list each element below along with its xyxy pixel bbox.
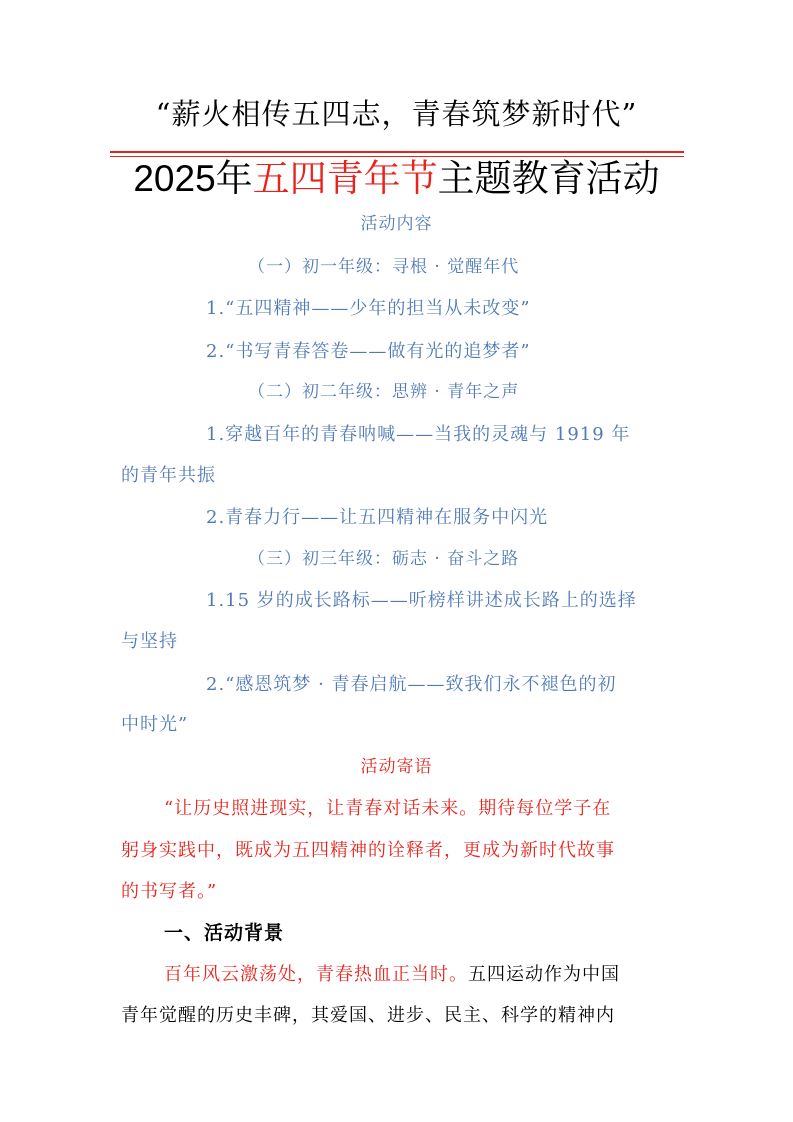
background-heading: 一、活动背景 bbox=[164, 923, 285, 944]
background-line2: 青年觉醒的历史丰碑，其爱国、进步、民主、科学的精神内 bbox=[121, 1005, 615, 1026]
doc-title bbox=[0, 148, 793, 202]
title-highlight: 五四青年节 bbox=[252, 158, 438, 199]
title-suffix: 主题教育活动 bbox=[437, 158, 660, 199]
grade2-item1-line2: 的青年共振 bbox=[121, 465, 216, 486]
section-content-title: 活动内容 bbox=[360, 214, 433, 234]
doc-subtitle: “薪火相传五四志，青春筑梦新时代” bbox=[155, 97, 638, 131]
grade3-item1-line1: 1.15 岁的成长路标——听榜样讲述成长路上的选择 bbox=[206, 590, 637, 611]
grade3-item1-line2: 与坚持 bbox=[121, 631, 178, 652]
message-title: 活动寄语 bbox=[360, 757, 433, 777]
grade3-item2-line2: 中时光” bbox=[121, 714, 189, 735]
message-line3: 的书写者。” bbox=[121, 881, 218, 902]
grade1-heading: （一）初一年级：寻根 · 觉醒年代 bbox=[248, 257, 520, 277]
grade2-item1-line1: 1.穿越百年的青春呐喊——当我的灵魂与 1919 年 bbox=[206, 424, 631, 445]
message-line2: 躬身实践中，既成为五四精神的诠释者，更成为新时代故事 bbox=[121, 840, 615, 861]
grade3-item2-line1: 2.“感恩筑梦 · 青春启航——致我们永不褪色的初 bbox=[206, 674, 617, 695]
grade2-item2: 2.青春力行——让五四精神在服务中闪光 bbox=[206, 507, 549, 528]
title-prefix: 2025年 bbox=[133, 158, 253, 199]
grade1-item2: 2.“书写青春答卷——做有光的追梦者” bbox=[206, 341, 531, 362]
grade2-heading: （二）初二年级：思辨 · 青年之声 bbox=[248, 382, 520, 402]
grade3-heading: （三）初三年级：砺志 · 奋斗之路 bbox=[248, 549, 520, 569]
background-line1-highlight: 百年风云激荡处，青春热血正当时。 bbox=[164, 964, 468, 985]
message-line1: “让历史照进现实，让青春对话未来。期待每位学子在 bbox=[164, 798, 612, 819]
background-line1-rest: 五四运动作为中国 bbox=[468, 964, 620, 985]
background-line1 bbox=[164, 960, 620, 986]
grade1-item1: 1.“五四精神——少年的担当从未改变” bbox=[206, 298, 531, 319]
